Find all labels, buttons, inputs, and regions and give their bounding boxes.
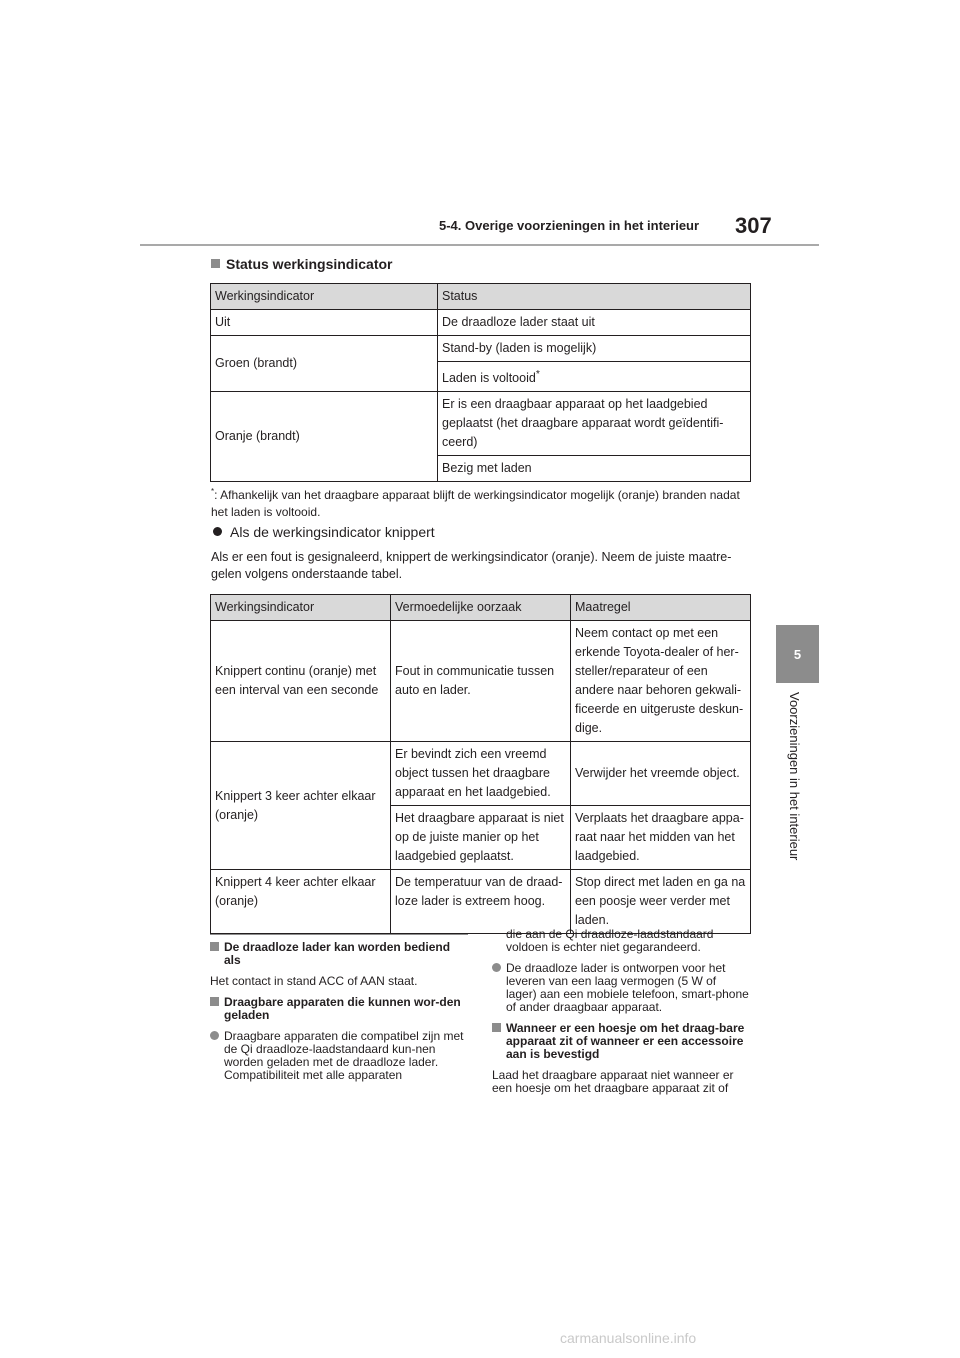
note-heading [210, 996, 468, 1022]
table-row [211, 742, 751, 806]
table-cell: Neem contact op met een erkende Toyota-dealer of her-steller/reparateur of een andere naar behoren gekwali-ficeerde en uitgeruste deskun-dige. [571, 621, 751, 742]
table-header-cell: Werkingsindicator [211, 284, 438, 310]
table-row [211, 392, 751, 456]
square-bullet-icon [210, 942, 219, 951]
blink-heading-text: Als de werkingsindicator knippert [230, 524, 435, 540]
table-header-cell: Status [438, 284, 751, 310]
table-header-cell: Maatregel [571, 595, 751, 621]
table-cell: Knippert 3 keer achter elkaar (oranje) [211, 742, 391, 870]
note-bullet-text: De draadloze lader is ontworpen voor het leveren van een laag vermogen (5 W of lager) aan een mobiele telefoon, smart-phone of ander draagbaar apparaat. [506, 961, 749, 1014]
notes-rule [210, 934, 468, 935]
table-cell: Er is een draagbaar apparaat op het laadgebied geplaatst (het draagbare apparaat wordt geïdentifi-ceerd) [438, 392, 751, 456]
table-header-cell: Werkingsindicator [211, 595, 391, 621]
status-heading [211, 256, 392, 272]
cell-text: Laden is voltooid [442, 371, 536, 386]
table-cell: Verplaats het draagbare appa-raat naar het midden van het laadgebied. [571, 806, 751, 870]
square-bullet-icon [492, 1023, 501, 1032]
note-paragraph: Laad het draagbare apparaat niet wanneer er een hoesje om het draagbare apparaat zit of [492, 1068, 734, 1095]
table-cell: Knippert 4 keer achter elkaar (oranje) [211, 870, 391, 934]
bullet-dot-icon [492, 963, 501, 972]
note-heading [492, 1022, 750, 1061]
status-table [210, 283, 751, 482]
table-row [211, 870, 751, 934]
table-row [211, 336, 751, 362]
table-row [211, 310, 751, 336]
table-cell: Bezig met laden [438, 456, 751, 482]
section-title: 5-4. Overige voorzieningen in het interieur [439, 218, 700, 233]
table-cell: Stand-by (laden is mogelijk) [438, 336, 751, 362]
square-bullet-icon [211, 259, 220, 268]
table-cell: Verwijder het vreemde object. [571, 742, 751, 806]
note-bullet [210, 1030, 468, 1082]
table-cell: Knippert continu (oranje) met een interval van een seconde [211, 621, 391, 742]
note-bullet [492, 962, 750, 1014]
note-bullet-text: Draagbare apparaten die compatibel zijn met de Qi draadloze-laadstandaard kun-nen worden geladen met de draadloze lader. Compatibiliteit met alle apparaten [224, 1029, 464, 1082]
table-header-row [211, 595, 751, 621]
table-row [211, 621, 751, 742]
table-header-row [211, 284, 751, 310]
footnote [211, 483, 751, 521]
table-cell: De temperatuur van de draad-loze lader is extreem hoog. [391, 870, 571, 934]
note-bullet-continued: die aan de Qi draadloze-laadstandaard voldoen is echter niet gegarandeerd. [506, 927, 714, 954]
header-rule [140, 244, 819, 246]
note-heading-text: Wanneer er een hoesje om het draag-bare apparaat zit of wanneer er een accessoire aan is bevestigd [506, 1021, 745, 1061]
bullet-dot-icon [210, 1031, 219, 1040]
notes-right-column [492, 928, 750, 1103]
bullet-dot-icon [213, 527, 222, 536]
table-cell: Uit [211, 310, 438, 336]
notes-left-column [210, 941, 468, 1090]
watermark: carmanualsonline.info [560, 1330, 697, 1346]
note-heading-text: De draadloze lader kan worden bediend als [224, 940, 451, 967]
note-paragraph: Het contact in stand ACC of AAN staat. [210, 974, 418, 988]
footnote-text: : Afhankelijk van het draagbare apparaat blijft de werkingsindicator mogelijk (oranje) branden nadat het laden is voltooid. [211, 488, 740, 519]
chapter-number: 5 [793, 646, 802, 662]
table-cell: Stop direct met laden en ga na een poosje weer verder met laden. [571, 870, 751, 934]
note-heading-text: Draagbare apparaten die kunnen wor-den geladen [224, 995, 461, 1022]
table-cell: Er bevindt zich een vreemd object tussen het draagbare apparaat en het laadgebied. [391, 742, 571, 806]
blink-table [210, 594, 751, 934]
square-bullet-icon [210, 997, 219, 1006]
chapter-label: Voorzieningen in het interieur [787, 692, 802, 861]
table-cell: Oranje (brandt) [211, 392, 438, 482]
table-cell: Het draagbare apparaat is niet op de juiste manier op het laadgebied geplaatst. [391, 806, 571, 870]
blink-heading [213, 524, 435, 540]
footnote-marker: * [535, 369, 540, 380]
footnote-marker: * [211, 487, 215, 496]
blink-intro: Als er een fout is gesignaleerd, knippert de werkingsindicator (oranje). Neem de juiste maatre-gelen volgens onderstaande tabel. [211, 550, 732, 581]
status-heading-text: Status werkingsindicator [226, 256, 393, 272]
note-heading [210, 941, 468, 967]
table-header-cell: Vermoedelijke oorzaak [391, 595, 571, 621]
table-cell: Fout in communicatie tussen auto en lader. [391, 621, 571, 742]
page-number: 307 [735, 213, 772, 238]
chapter-label-vertical [786, 692, 806, 882]
table-cell [438, 362, 751, 392]
table-cell: Groen (brandt) [211, 336, 438, 392]
table-cell: De draadloze lader staat uit [438, 310, 751, 336]
chapter-tab [776, 625, 819, 683]
